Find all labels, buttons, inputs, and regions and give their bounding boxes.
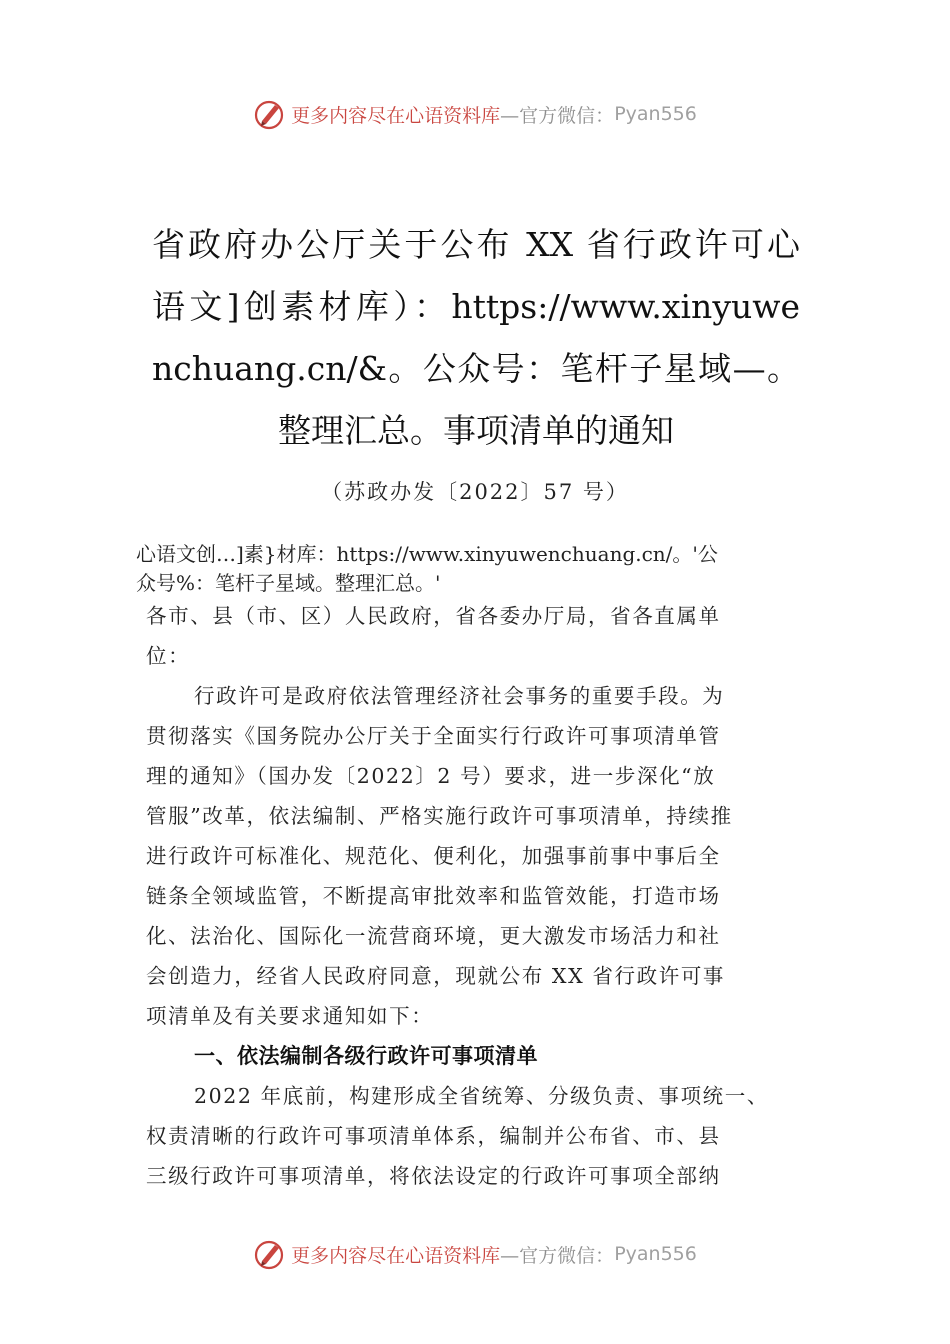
paragraph-2-line-1: 2022 年底前，构建形成全省统筹、分级负责、事项统一、 (194, 1084, 769, 1108)
paragraph-1-line-7: 化、法治化、国际化一流营商环境，更大激发市场活力和社 (146, 924, 721, 948)
notice-line-2: 众号%：笔杆子星域。整理汇总。' (136, 571, 441, 595)
section-heading-1: 一、依法编制各级行政许可事项清单 (194, 1044, 538, 1068)
paragraph-1-line-2: 贯彻落实《国务院办公厅关于全面实行行政许可事项清单管 (146, 724, 721, 748)
paragraph-1-line-3: 理的通知》（国办发〔2022〕2 号）要求，进一步深化“放 (146, 764, 716, 788)
footer-banner (0, 1234, 950, 1274)
document-body (146, 596, 806, 1196)
document-number: （苏政办发〔2022〕57 号） (321, 480, 629, 504)
banner-gray-text: —官方微信： (500, 1244, 615, 1267)
banner-red-text: 更多内容尽在心语资料库 (291, 104, 501, 127)
paragraph-1-line-9: 项清单及有关要求通知如下： (146, 1004, 434, 1028)
title-line-2: 语文]创素材库）：https://www.xinyuwe (152, 287, 800, 326)
salutation-line-1: 各市、县（市、区）人民政府，省各委办厅局，省各直属单 (146, 604, 721, 628)
pen-logo-icon (253, 1237, 287, 1271)
header-banner (0, 94, 950, 134)
notice-line-1: 心语文创…]素}材库：https://www.xinyuwenchuang.cn/。'公 (136, 542, 718, 566)
title-line-4: 整理汇总。事项清单的通知 (278, 411, 674, 450)
paragraph-2-line-2: 权责清晰的行政许可事项清单体系，编制并公布省、市、县 (146, 1124, 721, 1148)
paragraph-1-line-4: 管服”改革，依法编制、严格实施行政许可事项清单，持续推 (146, 804, 733, 828)
title-line-3: nchuang.cn/&。公众号：笔杆子星域—。 (152, 349, 800, 388)
paragraph-1-line-1: 行政许可是政府依法管理经济社会事务的重要手段。为 (194, 684, 725, 708)
title-line-1: 省政府办公厅关于公布 XX 省行政许可心 (152, 225, 800, 264)
banner-gray-text: —官方微信： (500, 104, 615, 127)
paragraph-1-line-6: 链条全领域监管，不断提高审批效率和监管效能，打造市场 (146, 884, 721, 908)
salutation-line-2: 位： (146, 644, 191, 668)
banner-wechat-id: Pyan556 (614, 1243, 697, 1265)
pen-logo-icon (253, 97, 287, 131)
paragraph-2-line-3: 三级行政许可事项清单，将依法设定的行政许可事项全部纳 (146, 1164, 721, 1188)
source-notice (136, 540, 836, 598)
banner-red-text: 更多内容尽在心语资料库 (291, 1244, 501, 1267)
banner-wechat-id: Pyan556 (614, 103, 697, 125)
document-title (152, 214, 800, 462)
paragraph-1-line-8: 会创造力，经省人民政府同意，现就公布 XX 省行政许可事 (146, 964, 726, 988)
paragraph-1-line-5: 进行政许可标准化、规范化、便利化，加强事前事中事后全 (146, 844, 721, 868)
